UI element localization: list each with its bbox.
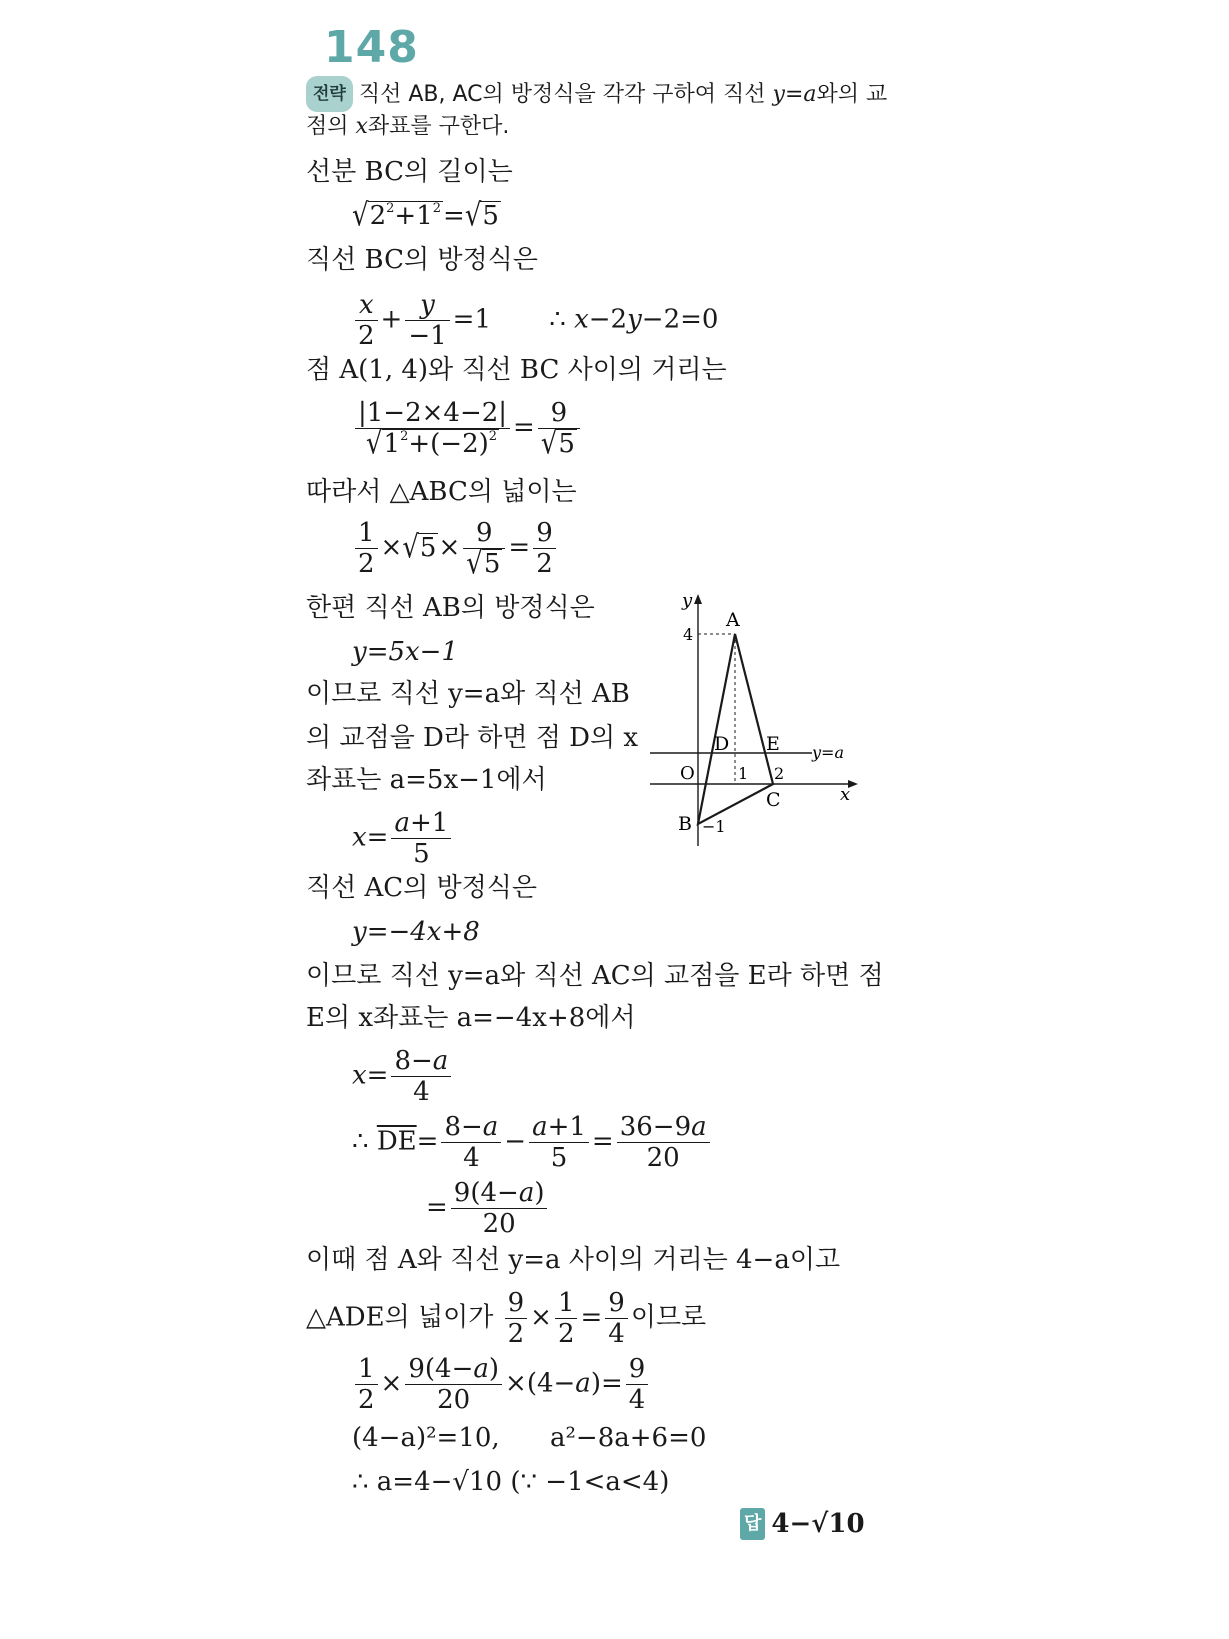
- ab-eq: y=5x−1: [352, 637, 459, 667]
- answer-badge: 답: [740, 1508, 765, 1540]
- y-axis-label: y: [682, 590, 693, 611]
- e-line-2: E의 x좌표는 a=−4x+8에서: [306, 1003, 636, 1033]
- ade-area-line: △ADE의 넓이가 $\frac{9}{2}$ × $\frac{1}{2}$ = $\frac{9}{4}$ 이므로: [306, 1288, 707, 1349]
- triangle-abc: [698, 634, 773, 824]
- point-d-label: D: [714, 733, 730, 755]
- point-b-label: B: [678, 813, 692, 835]
- problem-number: 148: [324, 22, 419, 73]
- dist-intro: 점 A(1, 4)와 직선 BC 사이의 거리는: [306, 355, 727, 385]
- e-x-formula: x= $\frac{8-a}{4}$: [352, 1046, 454, 1107]
- d-line-3: 좌표는 a=5x−1에서: [306, 765, 547, 795]
- de-formula: ∴ $\overline{DE}=$ $\frac{8-a}{4}$ − $\frac{a+1}{5}$ = $\frac{36-9a}{20}$: [352, 1112, 713, 1173]
- triangle-figure: [640, 588, 870, 853]
- answer-line: [740, 1508, 865, 1540]
- area-formula: $\frac{1}{2}$ ×√5× $\frac{9}{√5}$ = $\frac{9}{2}$: [352, 518, 559, 579]
- de-formula-2: = $\frac{9(4-a)}{20}$: [426, 1178, 550, 1239]
- final-result: ∴ a=4−√10 (∵ −1<a<4): [352, 1467, 670, 1497]
- eq-quadratic: a²−8a+6=0: [550, 1423, 707, 1453]
- dist-formula: $\frac{|1-2\times 4-2|}{√1^2+(-2)^2}$ = $\frac{9}{√5}$: [352, 398, 583, 459]
- tick-1: 1: [738, 764, 749, 783]
- origin-label: O: [680, 763, 695, 784]
- bc-eq-formula: $\frac{x}{2}$ + $\frac{y}{-1}$ =1 ∴ x−2y−2=0: [352, 290, 718, 351]
- d-line-2: 의 교점을 D라 하면 점 D의 x: [306, 723, 638, 753]
- bc-length-formula: $√2^2+1^2=√5$: [352, 198, 499, 234]
- e-line-1: 이므로 직선 y=a와 직선 AC의 교점을 E라 하면 점: [306, 961, 884, 991]
- ac-intro: 직선 AC의 방정식은: [306, 873, 538, 903]
- strategy-badge: 전략: [306, 76, 353, 112]
- tick-2: 2: [774, 764, 785, 783]
- tick-minus-1: −1: [702, 817, 726, 836]
- bc-eq-intro: 직선 BC의 방정식은: [306, 245, 538, 275]
- ade-equation: $\frac{1}{2}$ × $\frac{9(4-a)}{20}$ ×(4−a)= $\frac{9}{4}$: [352, 1354, 651, 1415]
- y-axis-arrow: [694, 594, 702, 604]
- strategy-line-2: 점의 x좌표를 구한다.: [306, 114, 510, 139]
- ab-intro: 한편 직선 AB의 방정식은: [306, 593, 595, 623]
- eq-square: (4−a)²=10,: [352, 1423, 500, 1453]
- dist-a-line: 이때 점 A와 직선 y=a 사이의 거리는 4−a이고: [306, 1245, 841, 1275]
- point-e-label: E: [766, 733, 780, 755]
- answer-value: 4−√10: [771, 1509, 865, 1539]
- ac-eq: y=−4x+8: [352, 917, 480, 947]
- d-line-1: 이므로 직선 y=a와 직선 AB: [306, 679, 630, 709]
- line-label: y=a: [812, 743, 844, 762]
- tick-4: 4: [683, 625, 694, 644]
- point-c-label: C: [766, 789, 781, 811]
- area-intro: 따라서 △ABC의 넓이는: [306, 477, 577, 507]
- bc-length-intro: 선분 BC의 길이는: [306, 157, 513, 187]
- point-a-label: A: [726, 609, 740, 631]
- strategy-line-1: 전략 직선 AB, AC의 방정식을 각각 구하여 직선 y=a와의 교: [306, 76, 887, 112]
- x-axis-label: x: [840, 784, 851, 805]
- d-x-formula: x= $\frac{a+1}{5}$: [352, 808, 454, 869]
